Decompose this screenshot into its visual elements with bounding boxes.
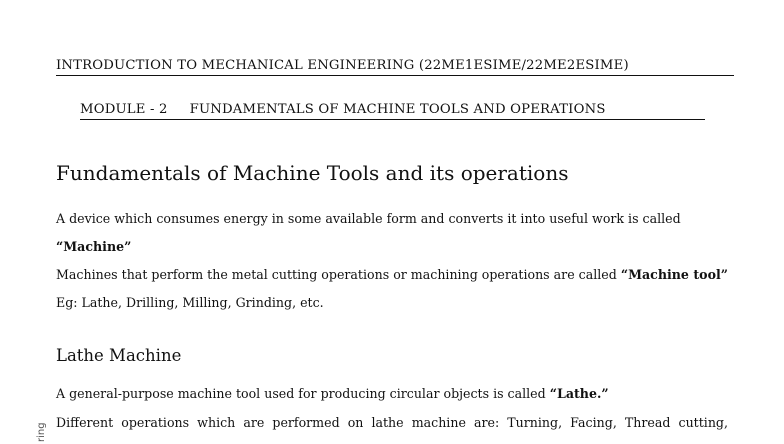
machine-tool-term: “Machine tool” — [620, 267, 728, 282]
lathe-definition-paragraph — [56, 380, 728, 408]
lathe-operations-paragraph — [56, 409, 728, 437]
machine-tool-definition-paragraph — [56, 261, 728, 317]
margin-side-text — [36, 414, 48, 444]
subsection-title: Lathe Machine — [56, 346, 182, 365]
course-title: INTRODUCTION TO MECHANICAL ENGINEERING (22ME1ESIME/22ME2ESIME) — [56, 58, 629, 73]
lathe-term: “Lathe.” — [549, 386, 609, 401]
course-header — [56, 58, 734, 76]
machine-definition-text: A device which consumes energy in some available form and converts it into useful work is called — [56, 211, 681, 226]
lathe-definition-text: A general-purpose machine tool used for producing circular objects is called — [56, 386, 546, 401]
module-title: FUNDAMENTALS OF MACHINE TOOLS AND OPERATIONS — [189, 102, 606, 117]
lathe-operations-text: Different operations which are performed on lathe machine are: Turning, Facing, Thread cutting, — [56, 415, 728, 430]
module-label: MODULE - 2 — [80, 102, 168, 117]
margin-side-label: ring — [36, 422, 47, 442]
machine-definition-paragraph — [56, 205, 728, 261]
machine-term: “Machine” — [56, 239, 132, 254]
machine-tool-definition-text: Machines that perform the metal cutting operations or machining operations are called — [56, 267, 617, 282]
section-title: Fundamentals of Machine Tools and its operations — [56, 161, 569, 185]
module-header — [80, 102, 705, 120]
machine-tool-examples: Eg: Lathe, Drilling, Milling, Grinding, etc. — [56, 295, 324, 310]
